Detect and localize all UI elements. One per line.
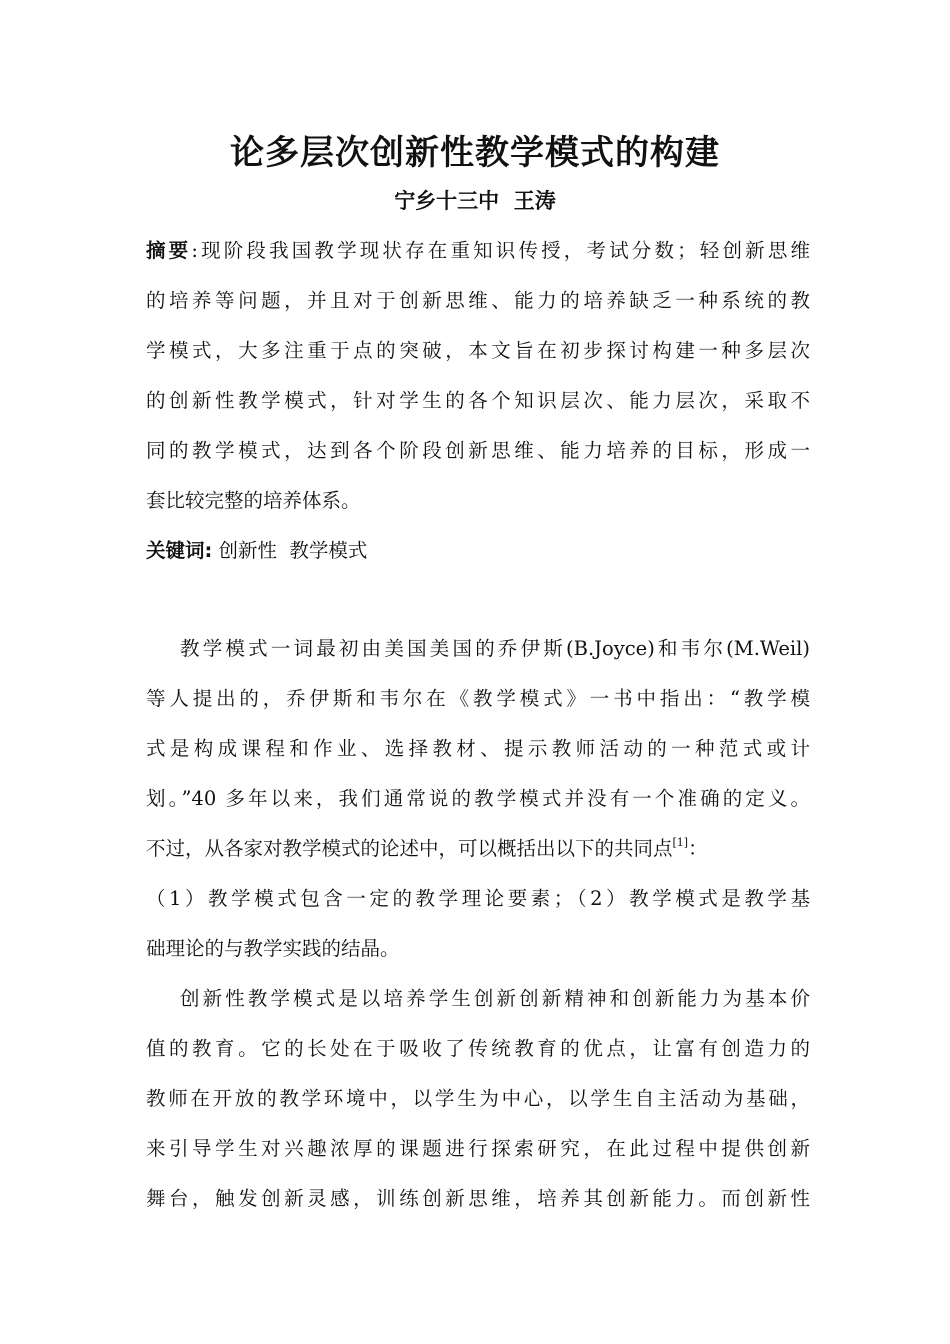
abstract-label: 摘要: [146, 239, 192, 262]
abstract-line: 学模式，大多注重于点的突破，本文旨在初步探讨构建一种多层次: [146, 339, 810, 362]
paragraph-line: 来引导学生对兴趣浓厚的课题进行探索研究，在此过程中提供创新: [146, 1137, 810, 1160]
abstract-section: [146, 226, 810, 526]
paragraph-line: 础理论的与教学实践的结晶。: [146, 937, 400, 960]
body-text: [146, 624, 810, 1224]
citation-reference: [1]: [672, 836, 689, 849]
keywords-text: 创新性 教学模式: [212, 539, 368, 562]
paragraph-line: 式是构成课程和作业、选择教材、提示教师活动的一种范式或计: [146, 737, 810, 760]
paragraph-line: 创新性教学模式是以培养学生创新创新精神和创新能力为基本价: [180, 987, 810, 1010]
paragraph-line: 值的教育。它的长处在于吸收了传统教育的优点，让富有创造力的: [146, 1037, 810, 1060]
paragraph-line: 教师在开放的教学环境中，以学生为中心，以学生自主活动为基础，: [146, 1087, 810, 1110]
abstract-line: 的创新性教学模式，针对学生的各个知识层次、能力层次，采取不: [146, 389, 810, 412]
keywords-section: [146, 526, 810, 576]
abstract-line: 同的教学模式，达到各个阶段创新思维、能力培养的目标，形成一: [146, 439, 810, 462]
keywords-line: [146, 526, 810, 576]
author-line: 宁乡十三中 王涛: [394, 189, 556, 213]
paragraph-text: 不过，从各家对教学模式的论述中，可以概括出以下的共同点: [146, 837, 673, 860]
abstract-text: :现阶段我国教学现状存在重知识传授，考试分数；轻创新思维: [191, 239, 810, 262]
keywords-label: 关键词:: [146, 539, 213, 562]
document-title: 论多层次创新性教学模式的构建: [230, 133, 720, 173]
paragraph-line: 等人提出的，乔伊斯和韦尔在《教学模式》一书中指出：“教学模: [146, 687, 810, 710]
abstract-line: 的培养等问题，并且对于创新思维、能力的培养缺乏一种系统的教: [146, 289, 810, 312]
abstract-line: [146, 226, 810, 276]
abstract-line: 套比较完整的培养体系。: [146, 489, 361, 512]
paragraph-line: 舞台，触发创新灵感，训练创新思维，培养其创新能力。而创新性: [146, 1187, 810, 1210]
paragraph-line: 划。”40 多年以来，我们通常说的教学模式并没有一个准确的定义。: [146, 787, 810, 810]
paragraph-text: ：: [688, 837, 708, 860]
paragraph-line: （1）教学模式包含一定的教学理论要素；（2）教学模式是教学基: [146, 887, 810, 910]
paragraph-line: [146, 824, 810, 874]
paragraph-line: 教学模式一词最初由美国美国的乔伊斯(B.Joyce)和韦尔(M.Weil): [180, 637, 810, 660]
